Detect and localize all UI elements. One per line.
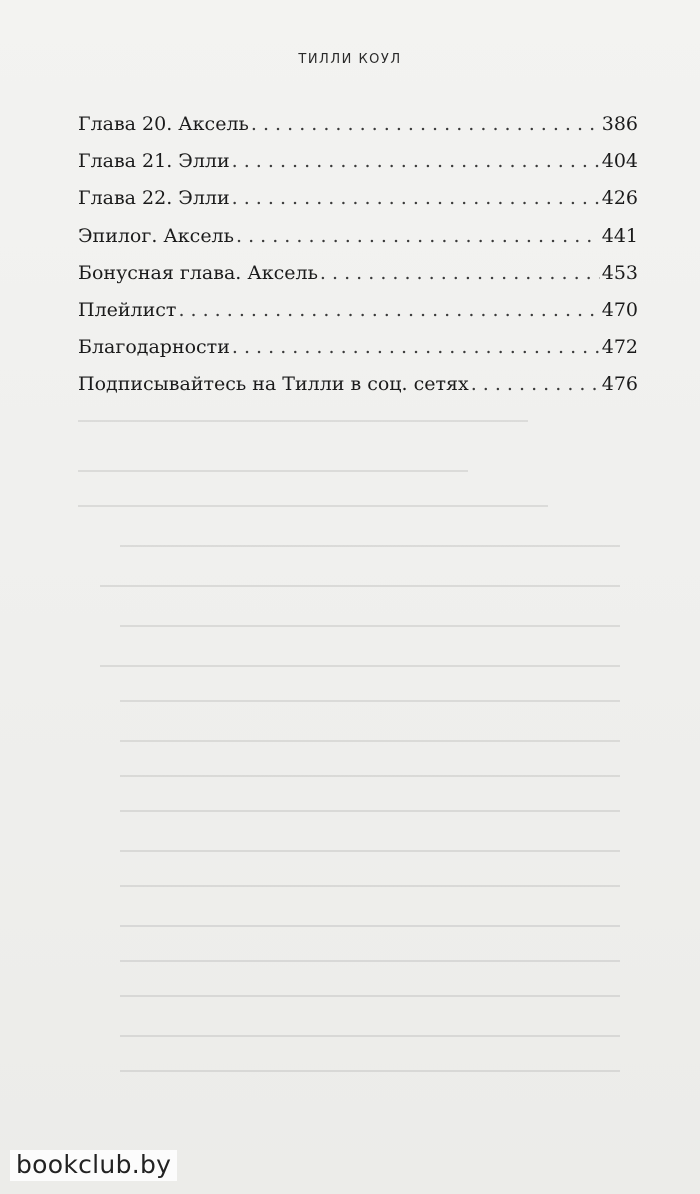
toc-entry xyxy=(78,255,638,292)
toc-entry xyxy=(78,292,638,329)
toc-entry-page: 476 xyxy=(601,373,638,396)
toc-entry-page: 453 xyxy=(601,261,638,284)
toc-dot-leader xyxy=(471,366,600,403)
running-head-author: ТИЛЛИ КОУЛ xyxy=(298,52,402,67)
toc-entry xyxy=(78,106,638,143)
toc-entry-title: Благодарности xyxy=(78,336,230,359)
toc-dot-leader xyxy=(236,218,600,255)
toc-entry-page: 404 xyxy=(601,150,638,173)
toc-dot-leader xyxy=(178,292,599,329)
toc-entry-title: Подписывайтесь на Тилли в соц. сетях xyxy=(78,373,469,396)
toc-entry-page: 426 xyxy=(601,187,638,210)
toc-entry xyxy=(78,143,638,180)
toc-entry-title: Глава 20. Аксель xyxy=(78,113,249,135)
toc-entry xyxy=(78,180,638,217)
toc-dot-leader xyxy=(232,329,600,366)
toc-dot-leader xyxy=(251,106,600,143)
toc-entry xyxy=(78,329,638,366)
toc-dot-leader xyxy=(320,255,600,292)
toc-entry-page: 441 xyxy=(601,224,638,247)
toc-entry-title: Эпилог. Аксель xyxy=(78,224,234,247)
toc-dot-leader xyxy=(232,180,600,217)
toc-entry-title: Бонусная глава. Аксель xyxy=(78,261,318,284)
toc-entry xyxy=(78,218,638,255)
site-watermark: bookclub.by xyxy=(10,1150,177,1181)
table-of-contents xyxy=(78,106,638,404)
toc-entry-title: Глава 22. Элли xyxy=(78,187,230,210)
toc-entry-page: 472 xyxy=(601,336,638,359)
toc-entry-page: 386 xyxy=(601,113,638,135)
toc-entry-title: Глава 21. Элли xyxy=(78,150,230,173)
toc-entry-page: 470 xyxy=(601,298,638,321)
toc-dot-leader xyxy=(232,143,600,180)
toc-entry-title: Плейлист xyxy=(78,298,177,321)
toc-entry xyxy=(78,366,638,403)
